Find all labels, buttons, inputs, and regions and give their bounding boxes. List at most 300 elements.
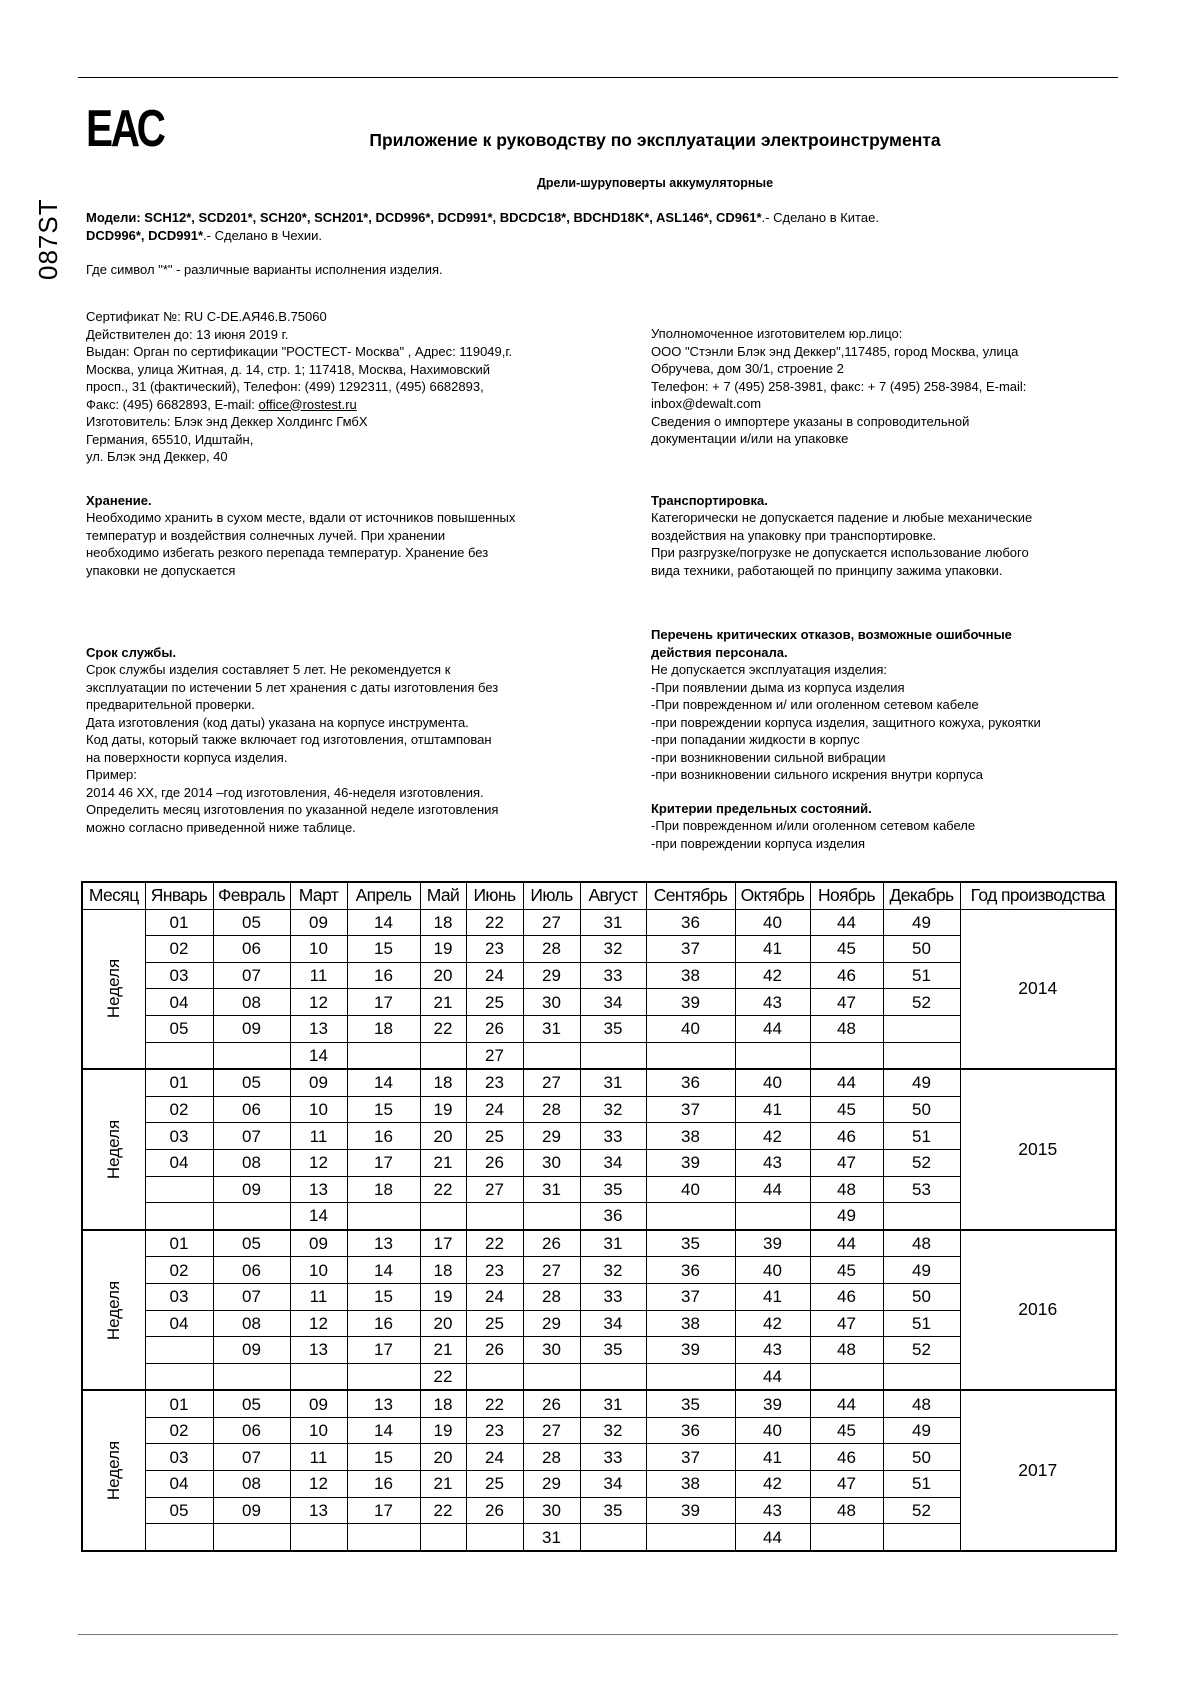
storage-heading: Хранение. (86, 493, 152, 508)
week-cell: 28 (523, 1283, 580, 1310)
week-cell: 38 (646, 1123, 735, 1150)
week-cell: 09 (213, 1337, 290, 1364)
week-cell: 40 (735, 909, 810, 936)
table-header-row (82, 882, 1116, 909)
week-cell: 46 (810, 1283, 883, 1310)
week-cell: 13 (347, 1390, 420, 1417)
week-cell: 05 (213, 1390, 290, 1417)
week-cell: 12 (290, 1471, 347, 1498)
week-cell: 34 (580, 1310, 646, 1337)
week-cell: 14 (347, 1069, 420, 1096)
header-nov: Ноябрь (810, 882, 883, 909)
week-cell: 17 (347, 1497, 420, 1524)
week-cell: 48 (883, 1230, 960, 1257)
models-china-origin: .- Сделано в Китае. (761, 210, 879, 225)
week-cell: 46 (810, 1444, 883, 1471)
week-cell (523, 1042, 580, 1069)
week-cell: 42 (735, 1471, 810, 1498)
week-cell: 05 (213, 909, 290, 936)
week-cell: 40 (646, 1176, 735, 1203)
header-may: Май (420, 882, 466, 909)
week-cell: 18 (420, 1069, 466, 1096)
certificate-text: Сертификат №: RU C-DE.AЯ46.B.75060 Действителен до: 13 июня 2019 г. Выдан: Орган по сертификации "РОСТЕСТ- Москва" , Адрес: 119049,г. Москва, улица Житная, д. 14, стр. 1; 117418, Москва, Нахимовский просп., 31 (фактический), Телефон: (499) 1292311, (495) 6682893, Факс: (495) 6682893, E-mail: (86, 309, 513, 412)
week-cell: 37 (646, 1444, 735, 1471)
week-cell: 30 (523, 1337, 580, 1364)
week-cell (466, 1524, 523, 1551)
week-cell (735, 1203, 810, 1230)
week-cell: 26 (523, 1390, 580, 1417)
week-cell: 22 (420, 1176, 466, 1203)
certificate-email-link[interactable]: office@rostest.ru (258, 396, 357, 412)
week-cell: 53 (883, 1176, 960, 1203)
week-cell: 05 (213, 1230, 290, 1257)
week-cell: 16 (347, 1471, 420, 1498)
week-cell: 06 (213, 1257, 290, 1284)
week-cell: 26 (523, 1230, 580, 1257)
table-row (82, 1390, 1116, 1417)
week-cell: 14 (347, 1417, 420, 1444)
week-cell: 01 (145, 1390, 213, 1417)
top-rule (78, 77, 1118, 78)
week-cell: 39 (646, 1497, 735, 1524)
week-cell: 04 (145, 1310, 213, 1337)
week-cell: 32 (580, 936, 646, 963)
week-cell: 33 (580, 1444, 646, 1471)
week-cell: 15 (347, 1283, 420, 1310)
week-cell: 16 (347, 1123, 420, 1150)
week-cell: 35 (646, 1230, 735, 1257)
symbol-note: Где символ "*" - различные варианты исполнения изделия. (86, 262, 443, 277)
week-cell: 14 (290, 1203, 347, 1230)
header-aug: Август (580, 882, 646, 909)
week-cell: 17 (347, 1149, 420, 1176)
week-cell: 51 (883, 1310, 960, 1337)
week-cell: 24 (466, 1096, 523, 1123)
week-cell: 12 (290, 989, 347, 1016)
week-cell: 43 (735, 1337, 810, 1364)
week-cell: 34 (580, 1149, 646, 1176)
week-cell: 24 (466, 1283, 523, 1310)
week-cell: 27 (466, 1176, 523, 1203)
week-cell (145, 1203, 213, 1230)
week-cell: 39 (646, 1149, 735, 1176)
week-label-text: Неделя (104, 959, 124, 1019)
week-cell: 41 (735, 1444, 810, 1471)
week-cell: 27 (523, 909, 580, 936)
week-cell: 29 (523, 1310, 580, 1337)
week-cell: 28 (523, 936, 580, 963)
week-cell: 21 (420, 989, 466, 1016)
week-cell: 18 (420, 1390, 466, 1417)
week-cell: 05 (213, 1069, 290, 1096)
week-cell: 05 (145, 1015, 213, 1042)
week-cell: 21 (420, 1471, 466, 1498)
week-cell: 36 (646, 1069, 735, 1096)
week-cell: 40 (646, 1015, 735, 1042)
week-cell: 10 (290, 1257, 347, 1284)
week-cell: 43 (735, 1149, 810, 1176)
week-cell: 13 (290, 1015, 347, 1042)
service-life-text: Срок службы изделия составляет 5 лет. Не рекомендуется к эксплуатации по истечении 5 лет хранения с даты изготовления без предварительной проверки. Дата изготовления (код даты) указана на корпусе инструмента. Код даты, который также включает год изготовления, отштампован на поверхности корпуса изделия. Пример: 2014 46 XX, где 2014 –год изготовления, 46-неделя изготовления. Определить месяц изготовления по указанной неделе изготовления можно согласно приведенной ниже таблице. (86, 662, 499, 835)
header-jun: Июнь (466, 882, 523, 909)
week-cell: 31 (523, 1176, 580, 1203)
week-cell: 33 (580, 962, 646, 989)
week-cell: 06 (213, 936, 290, 963)
week-cell: 09 (213, 1176, 290, 1203)
header-jul: Июль (523, 882, 580, 909)
week-cell: 15 (347, 1444, 420, 1471)
limit-states-text: -При поврежденном и/или оголенном сетевом кабеле -при повреждении корпуса изделия (651, 818, 976, 851)
week-cell: 23 (466, 1069, 523, 1096)
week-cell: 04 (145, 989, 213, 1016)
header-oct: Октябрь (735, 882, 810, 909)
week-cell: 41 (735, 1096, 810, 1123)
week-cell: 35 (646, 1390, 735, 1417)
week-cell: 22 (466, 909, 523, 936)
week-cell (145, 1042, 213, 1069)
week-cell: 39 (735, 1230, 810, 1257)
week-cell (646, 1363, 735, 1390)
week-cell: 23 (466, 1257, 523, 1284)
week-cell (347, 1042, 420, 1069)
week-cell: 49 (883, 1069, 960, 1096)
week-cell: 21 (420, 1337, 466, 1364)
week-cell: 13 (290, 1176, 347, 1203)
week-cell: 36 (646, 1257, 735, 1284)
week-cell (213, 1203, 290, 1230)
week-cell: 28 (523, 1444, 580, 1471)
week-cell (347, 1363, 420, 1390)
week-cell: 51 (883, 962, 960, 989)
week-cell (420, 1524, 466, 1551)
failures-text: Не допускается эксплуатация изделия: -При появлении дыма из корпуса изделия -При поврежденном и/ или оголенном сетевом кабеле -при повреждении корпуса изделия, защитного кожуха, рукоятки -при попадании жидкости в корпус -при возникновении сильной вибрации -при возникновении сильного искрения внутри корпуса (651, 662, 1041, 782)
week-cell: 26 (466, 1149, 523, 1176)
table-body (82, 909, 1116, 1551)
week-cell: 13 (290, 1337, 347, 1364)
week-cell: 21 (420, 1149, 466, 1176)
week-cell (145, 1337, 213, 1364)
week-cell: 20 (420, 1123, 466, 1150)
week-cell: 11 (290, 1283, 347, 1310)
week-cell: 06 (213, 1417, 290, 1444)
week-cell: 18 (420, 909, 466, 936)
week-cell: 20 (420, 962, 466, 989)
week-cell: 24 (466, 1444, 523, 1471)
manufacturer-text: Изготовитель: Блэк энд Деккер Холдингс ГмбХ Германия, 65510, Идштайн, ул. Блэк энд Деккер, 40 (86, 414, 368, 464)
week-cell: 44 (735, 1176, 810, 1203)
week-cell: 44 (810, 1390, 883, 1417)
week-cell: 50 (883, 1444, 960, 1471)
week-cell: 38 (646, 1471, 735, 1498)
week-cell: 42 (735, 1123, 810, 1150)
week-cell: 41 (735, 936, 810, 963)
week-cell: 43 (735, 1497, 810, 1524)
week-cell (883, 1524, 960, 1551)
week-cell: 36 (646, 909, 735, 936)
week-cell: 32 (580, 1257, 646, 1284)
week-cell: 46 (810, 1123, 883, 1150)
week-cell: 52 (883, 989, 960, 1016)
week-cell: 02 (145, 1096, 213, 1123)
week-cell: 47 (810, 1310, 883, 1337)
week-cell: 19 (420, 936, 466, 963)
week-cell: 35 (580, 1337, 646, 1364)
week-cell: 37 (646, 936, 735, 963)
week-cell: 20 (420, 1310, 466, 1337)
models-block (86, 209, 1126, 244)
week-cell: 22 (420, 1015, 466, 1042)
week-cell: 41 (735, 1283, 810, 1310)
week-cell: 52 (883, 1337, 960, 1364)
week-cell: 38 (646, 962, 735, 989)
week-cell: 22 (466, 1390, 523, 1417)
week-label-text: Неделя (104, 1119, 124, 1180)
week-cell: 48 (810, 1176, 883, 1203)
week-cell: 13 (290, 1497, 347, 1524)
week-cell: 09 (290, 1230, 347, 1257)
week-cell: 50 (883, 936, 960, 963)
week-cell (580, 1363, 646, 1390)
week-cell (646, 1042, 735, 1069)
production-year: 2017 (960, 1390, 1116, 1551)
week-cell: 30 (523, 1497, 580, 1524)
page-subtitle: Дрели-шуруповерты аккумуляторные (536, 176, 774, 190)
week-cell (646, 1203, 735, 1230)
header-apr: Апрель (347, 882, 420, 909)
week-cell: 28 (523, 1096, 580, 1123)
week-cell: 22 (466, 1230, 523, 1257)
week-cell: 02 (145, 936, 213, 963)
page-title: Приложение к руководству по эксплуатации электроинструмента (369, 130, 941, 150)
models-label: Модели: (86, 210, 145, 225)
table-row (82, 1230, 1116, 1257)
week-cell: 12 (290, 1149, 347, 1176)
week-cell: 26 (466, 1497, 523, 1524)
week-cell: 52 (883, 1149, 960, 1176)
storage-text: Необходимо хранить в сухом месте, вдали от источников повышенных температур и воздействия солнечных лучей. При хранении необходимо избегать резкого перепада температур. Хранение без упаковки не допускается (86, 510, 516, 578)
week-label-text: Неделя (104, 1440, 124, 1501)
week-cell (213, 1524, 290, 1551)
week-cell: 39 (646, 1337, 735, 1364)
week-cell: 29 (523, 1123, 580, 1150)
week-cell: 35 (580, 1015, 646, 1042)
production-year: 2014 (960, 909, 1116, 1069)
week-cell: 47 (810, 989, 883, 1016)
week-cell: 18 (420, 1257, 466, 1284)
week-cell: 50 (883, 1283, 960, 1310)
week-cell: 08 (213, 1471, 290, 1498)
week-cell: 14 (347, 909, 420, 936)
week-cell: 48 (810, 1337, 883, 1364)
week-cell (347, 1524, 420, 1551)
models-czech-list: DCD996*, DCD991* (86, 227, 204, 243)
week-cell: 06 (213, 1096, 290, 1123)
bottom-rule (78, 1634, 1118, 1635)
week-cell: 35 (580, 1176, 646, 1203)
week-group-label (82, 1069, 145, 1230)
week-cell: 23 (466, 1417, 523, 1444)
week-cell: 38 (646, 1310, 735, 1337)
week-cell: 10 (290, 1417, 347, 1444)
week-group-label (82, 1390, 145, 1551)
week-cell: 08 (213, 1149, 290, 1176)
week-cell: 01 (145, 1230, 213, 1257)
week-cell: 44 (735, 1363, 810, 1390)
week-cell: 36 (646, 1417, 735, 1444)
week-cell: 45 (810, 1417, 883, 1444)
week-cell (213, 1363, 290, 1390)
week-cell (580, 1524, 646, 1551)
week-cell: 14 (347, 1257, 420, 1284)
week-cell (883, 1015, 960, 1042)
week-cell: 08 (213, 1310, 290, 1337)
week-cell: 04 (145, 1471, 213, 1498)
week-cell: 17 (347, 1337, 420, 1364)
week-cell (810, 1524, 883, 1551)
week-cell: 39 (646, 989, 735, 1016)
week-cell: 16 (347, 962, 420, 989)
week-cell (810, 1042, 883, 1069)
header-month: Месяц (82, 882, 145, 909)
week-cell: 11 (290, 1123, 347, 1150)
week-label-text: Неделя (104, 1280, 124, 1340)
week-cell: 18 (347, 1015, 420, 1042)
week-cell: 31 (580, 1069, 646, 1096)
week-cell (420, 1203, 466, 1230)
week-cell: 31 (580, 909, 646, 936)
week-cell: 40 (735, 1417, 810, 1444)
week-cell: 33 (580, 1283, 646, 1310)
week-cell: 07 (213, 962, 290, 989)
week-cell: 04 (145, 1149, 213, 1176)
week-cell: 03 (145, 1283, 213, 1310)
failures-heading: Перечень критических отказов, возможные ошибочные действия персонала. (651, 627, 1012, 660)
week-cell: 44 (810, 1230, 883, 1257)
week-cell: 18 (347, 1176, 420, 1203)
week-cell: 19 (420, 1417, 466, 1444)
week-cell: 17 (347, 989, 420, 1016)
week-cell: 27 (523, 1257, 580, 1284)
week-cell: 44 (735, 1524, 810, 1551)
week-cell: 42 (735, 1310, 810, 1337)
week-cell: 02 (145, 1257, 213, 1284)
week-cell (290, 1524, 347, 1551)
week-cell: 29 (523, 1471, 580, 1498)
week-cell: 07 (213, 1444, 290, 1471)
header-mar: Март (290, 882, 347, 909)
week-cell: 37 (646, 1096, 735, 1123)
week-cell: 02 (145, 1417, 213, 1444)
week-group-label (82, 909, 145, 1069)
week-cell (347, 1203, 420, 1230)
week-cell: 30 (523, 989, 580, 1016)
table-row (82, 1069, 1116, 1096)
week-cell (420, 1042, 466, 1069)
week-cell: 08 (213, 989, 290, 1016)
week-cell: 35 (580, 1497, 646, 1524)
week-cell (466, 1203, 523, 1230)
week-cell: 32 (580, 1096, 646, 1123)
header-dec: Декабрь (883, 882, 960, 909)
week-cell: 33 (580, 1123, 646, 1150)
week-cell: 25 (466, 989, 523, 1016)
week-cell: 31 (523, 1524, 580, 1551)
authorized-representative: Уполномоченное изготовителем юр.лицо: ООО "Стэнли Блэк энд Деккер",117485, город Москва, улица Обручева, дом 30/1, строение 2 Телефон: + 7 (495) 258-3981, факс: + 7 (495) 258-3984, E-mail: inbox@dewalt.com Сведения о импортере указаны в сопроводительной документации и/или на упаковке (651, 326, 1027, 446)
week-cell: 03 (145, 1123, 213, 1150)
week-cell: 09 (213, 1497, 290, 1524)
week-cell (145, 1363, 213, 1390)
week-cell: 47 (810, 1149, 883, 1176)
week-cell (883, 1203, 960, 1230)
week-cell: 49 (883, 909, 960, 936)
week-cell: 01 (145, 1069, 213, 1096)
header-sep: Сентябрь (646, 882, 735, 909)
week-cell (145, 1524, 213, 1551)
header-feb: Февраль (213, 882, 290, 909)
week-cell: 29 (523, 962, 580, 989)
limit-states-heading: Критерии предельных состояний. (651, 801, 872, 816)
week-cell: 13 (347, 1230, 420, 1257)
week-cell: 27 (466, 1042, 523, 1069)
week-cell: 09 (290, 1390, 347, 1417)
table-row (82, 909, 1116, 936)
week-cell: 22 (420, 1363, 466, 1390)
week-cell: 44 (810, 909, 883, 936)
week-cell: 15 (347, 936, 420, 963)
week-cell: 26 (466, 1015, 523, 1042)
week-cell: 12 (290, 1310, 347, 1337)
week-cell: 03 (145, 1444, 213, 1471)
week-cell: 39 (735, 1390, 810, 1417)
week-cell: 20 (420, 1444, 466, 1471)
week-cell: 46 (810, 962, 883, 989)
week-cell: 40 (735, 1069, 810, 1096)
week-cell (883, 1042, 960, 1069)
header-year: Год производства (960, 882, 1116, 909)
week-cell: 49 (883, 1257, 960, 1284)
transport-text: Категорически не допускается падение и любые механические воздействия на упаковку при транспортировке. При разгрузке/погрузке не допускается использование любого вида техники, работающей по принципу зажима упаковки. (651, 510, 1033, 578)
week-cell: 40 (735, 1257, 810, 1284)
week-cell: 48 (810, 1497, 883, 1524)
week-group-label (82, 1230, 145, 1391)
week-cell: 45 (810, 1257, 883, 1284)
week-cell: 10 (290, 1096, 347, 1123)
week-cell: 10 (290, 936, 347, 963)
week-cell (523, 1363, 580, 1390)
service-life-heading: Срок службы. (86, 645, 177, 660)
week-cell: 44 (735, 1015, 810, 1042)
week-cell: 51 (883, 1123, 960, 1150)
week-cell: 31 (523, 1015, 580, 1042)
week-cell: 14 (290, 1042, 347, 1069)
week-cell: 27 (523, 1069, 580, 1096)
week-cell: 25 (466, 1471, 523, 1498)
week-cell: 19 (420, 1283, 466, 1310)
week-cell (735, 1042, 810, 1069)
week-cell (145, 1176, 213, 1203)
week-cell (466, 1363, 523, 1390)
week-cell (646, 1524, 735, 1551)
week-cell: 26 (466, 1337, 523, 1364)
production-year: 2015 (960, 1069, 1116, 1230)
production-year: 2016 (960, 1230, 1116, 1391)
week-cell: 09 (290, 909, 347, 936)
week-cell: 25 (466, 1123, 523, 1150)
week-cell (523, 1203, 580, 1230)
week-cell: 24 (466, 962, 523, 989)
models-czech-origin: .- Сделано в Чехии. (203, 227, 322, 243)
week-cell: 07 (213, 1283, 290, 1310)
